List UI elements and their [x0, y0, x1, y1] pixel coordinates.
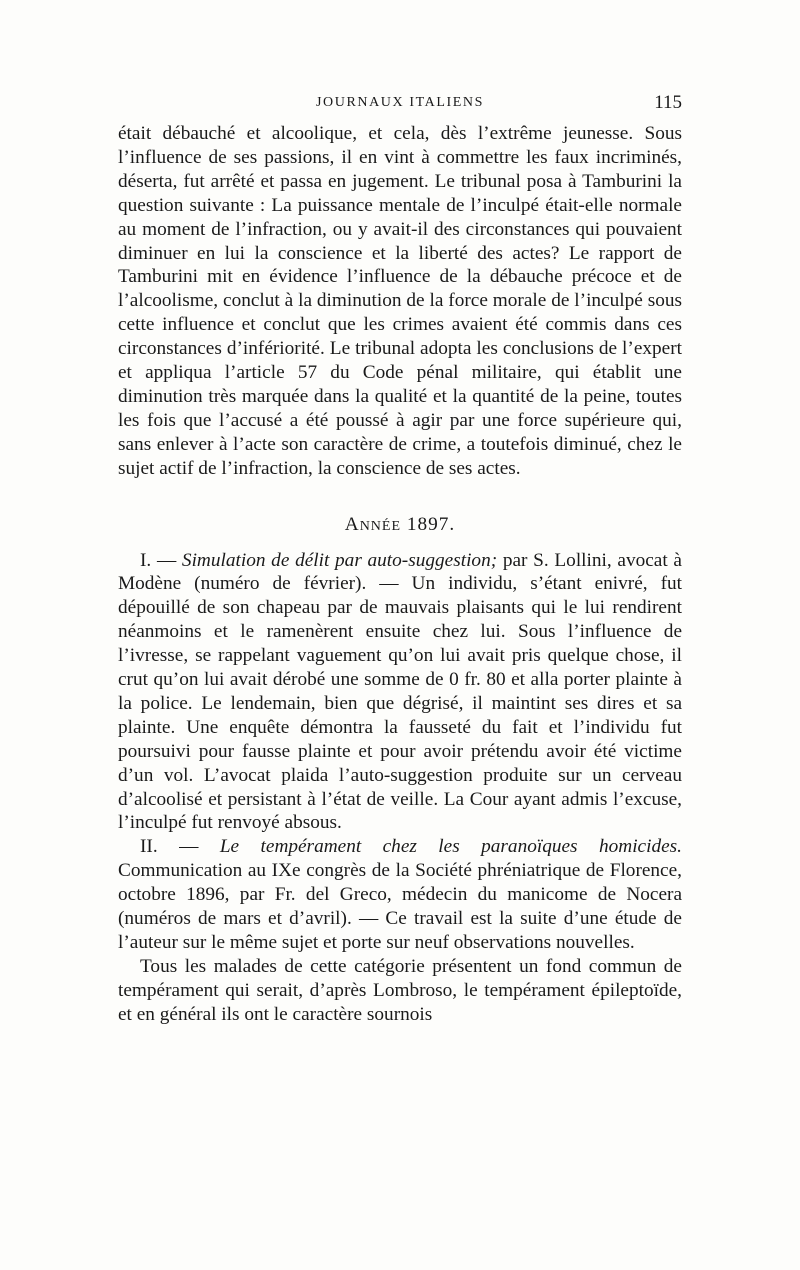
entry-1-title: Simulation de délit par auto-suggestion;: [181, 549, 498, 571]
paragraph-last: Tous les malades de cette catégorie présentent un fond commun de tempérament qui serait, d’après Lombroso, le tempérament épileptoïde, et en général ils ont le caractère sournois: [118, 955, 682, 1025]
page-number: 115: [654, 92, 682, 113]
running-title: JOURNAUX ITALIENS: [315, 95, 484, 110]
entry-2: [118, 835, 682, 955]
entry-2-number: II. —: [140, 836, 220, 858]
entry-1-text: par S. Lollini, avocat à Modène (numéro de février). — Un individu, s’étant enivré, fut dépouillé de son chapeau par de mauvais plaisants qui le lui rendirent néanmoins et le ramenèrent ensuite chez lui. Sous l’influence de l’ivresse, se rappelant vaguement qu’on lui avait pris quelque chose, il crut qu’on lui avait dérobé une somme de 0 fr. 80 et alla porter plainte à la police. Le lendemain, bien que dégrisé, il maintint ses dires et sa plainte. Une enquête démontra la fausseté du fait et l’individu fut poursuivi pour fausse plainte et pour avoir prétendu avoir été victime d’un vol. L’avocat plaida l’auto-suggestion produite sur un cerveau d’alcoolisé et persistant à l’état de veille. La Cour ayant admis l’excuse, l’inculpé fut renvoyé absous.: [118, 549, 682, 834]
entry-1-number: I. —: [140, 549, 182, 571]
body-text: [118, 122, 682, 1027]
entry-2-text: Communication au IXe congrès de la Société phréniatrique de Florence, octobre 1896, par Fr. del Greco, médecin du manicome de Nocera (numéros de mars et d’avril). — Ce travail est la suite d’une étude de l’auteur sur le même sujet et porte sur neuf observations nouvelles.: [118, 860, 682, 953]
entry-2-title: Le tempérament chez les paranoïques homicides.: [219, 836, 682, 858]
section-heading: Année 1897.: [344, 513, 456, 535]
running-head: [118, 92, 682, 116]
paragraph-continued: était débauché et alcoolique, et cela, dès l’extrême jeunesse. Sous l’influence de ses passions, il en vint à commettre les faux incriminés, déserta, fut arrêté et passa en jugement. Le tribunal posa à Tamburini la question suivante : La puissance mentale de l’inculpé était-elle normale au moment de l’infraction, ou y avait-il des circonstances qui pouvaient diminuer en lui la conscience et la liberté des actes? Le rapport de Tamburini mit en évidence l’influence de la débauche précoce et de l’alcoolisme, conclut à la diminution de la force morale de l’inculpé sous cette influence et conclut que les crimes avaient été commis dans ces circonstances d’infériorité. Le tribunal adopta les conclusions de l’expert et appliqua l’article 57 du Code pénal militaire, qui établit une diminution très marquée dans la qualité et la quantité de la peine, toutes les fois que l’accusé a été poussé à agir par une force supérieure qui, sans enlever à l’acte son caractère de crime, a toutefois diminué, chez le sujet actif de l’infraction, la conscience de ses actes.: [118, 123, 682, 479]
entry-1: [118, 549, 682, 836]
